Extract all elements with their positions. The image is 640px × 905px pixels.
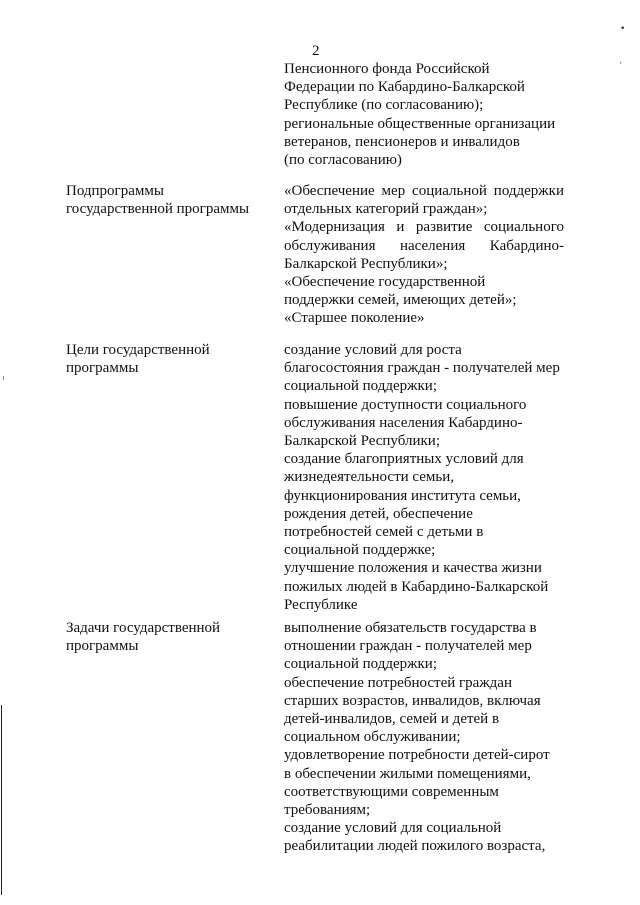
content-line: социальной поддержки; xyxy=(284,378,437,395)
section-content xyxy=(284,341,564,614)
content-line: Балкарской Республики; xyxy=(284,433,440,450)
content-line: «Модернизация и развитие социального xyxy=(284,219,564,236)
label-line: программы xyxy=(66,360,139,377)
content-line: благосостояния граждан - получателей мер xyxy=(284,360,560,377)
label-line: Цели государственной xyxy=(66,342,210,358)
scan-edge-dot xyxy=(3,376,4,380)
label-line: Задачи государственной xyxy=(66,620,221,636)
content-line: «Обеспечение государственной xyxy=(284,274,486,291)
content-line: обслуживания населения Кабардино- xyxy=(284,414,523,431)
label-line: программы xyxy=(66,638,139,655)
content-line: соответствующими современным xyxy=(284,783,499,800)
content-line: создание условий для роста xyxy=(284,342,462,358)
label-line: государственной программы xyxy=(66,201,250,218)
content-line: жизнедеятельности семьи, xyxy=(284,469,455,486)
content-line: ветеранов, пенсионеров и инвалидов xyxy=(284,133,520,150)
content-line: Балкарской Республики»; xyxy=(284,255,448,272)
scan-edge-line xyxy=(1,705,2,895)
content-line: повышение доступности социального xyxy=(284,396,527,413)
content-line: Федерации по Кабардино-Балкарской xyxy=(284,79,525,96)
content-line: Республике xyxy=(284,596,358,613)
content-line: (по согласованию) xyxy=(284,152,402,169)
content-line: требованиям; xyxy=(284,802,371,819)
content-line: пожилых людей в Кабардино-Балкарской xyxy=(284,578,549,595)
content-line: социальной поддержки; xyxy=(284,656,437,673)
content-line: обслуживания населения Кабардино- xyxy=(284,237,564,254)
content-line: детей-инвалидов, семей и детей в xyxy=(284,711,500,728)
intro-content xyxy=(284,60,564,169)
content-line: создание условий для социальной xyxy=(284,820,502,837)
section-label xyxy=(66,182,266,218)
content-line: социальной поддержке; xyxy=(284,542,436,559)
content-line: потребностей семей с детьми в xyxy=(284,524,484,541)
scan-speck: ´ xyxy=(618,62,623,72)
content-line: региональные общественные организации xyxy=(284,115,556,132)
content-line: «Обеспечение мер социальной поддержки xyxy=(284,183,564,199)
content-line: обеспечение потребностей граждан xyxy=(284,674,512,691)
content-line: старших возрастов, инвалидов, включая xyxy=(284,692,541,709)
content-line: отношении граждан - получателей мер xyxy=(284,638,532,655)
content-line: Пенсионного фонда Российской xyxy=(284,61,490,77)
scan-speck: • xyxy=(620,24,626,34)
content-line: отдельных категорий граждан»; xyxy=(284,201,488,218)
content-line: функционирования института семьи, xyxy=(284,487,521,504)
content-line: Республике (по согласованию); xyxy=(284,97,484,114)
content-line: создание благоприятных условий для xyxy=(284,451,524,468)
content-line: рождения детей, обеспечение xyxy=(284,505,473,522)
content-line: удовлетворение потребности детей-сирот xyxy=(284,747,550,764)
content-line: «Старшее поколение» xyxy=(284,310,425,327)
section-label xyxy=(66,619,266,655)
section-content xyxy=(284,182,564,328)
page-number: 2 xyxy=(312,43,320,59)
section-content xyxy=(284,619,564,856)
section-label xyxy=(66,341,266,377)
content-line: улучшение положения и качества жизни xyxy=(284,560,542,577)
content-line: поддержки семей, имеющих детей»; xyxy=(284,292,517,309)
label-line: Подпрограммы xyxy=(66,183,164,199)
content-line: реабилитации людей пожилого возраста, xyxy=(284,838,546,855)
content-line: в обеспечении жилыми помещениями, xyxy=(284,765,531,782)
content-line: социальном обслуживании; xyxy=(284,729,461,746)
content-line: выполнение обязательств государства в xyxy=(284,620,537,636)
